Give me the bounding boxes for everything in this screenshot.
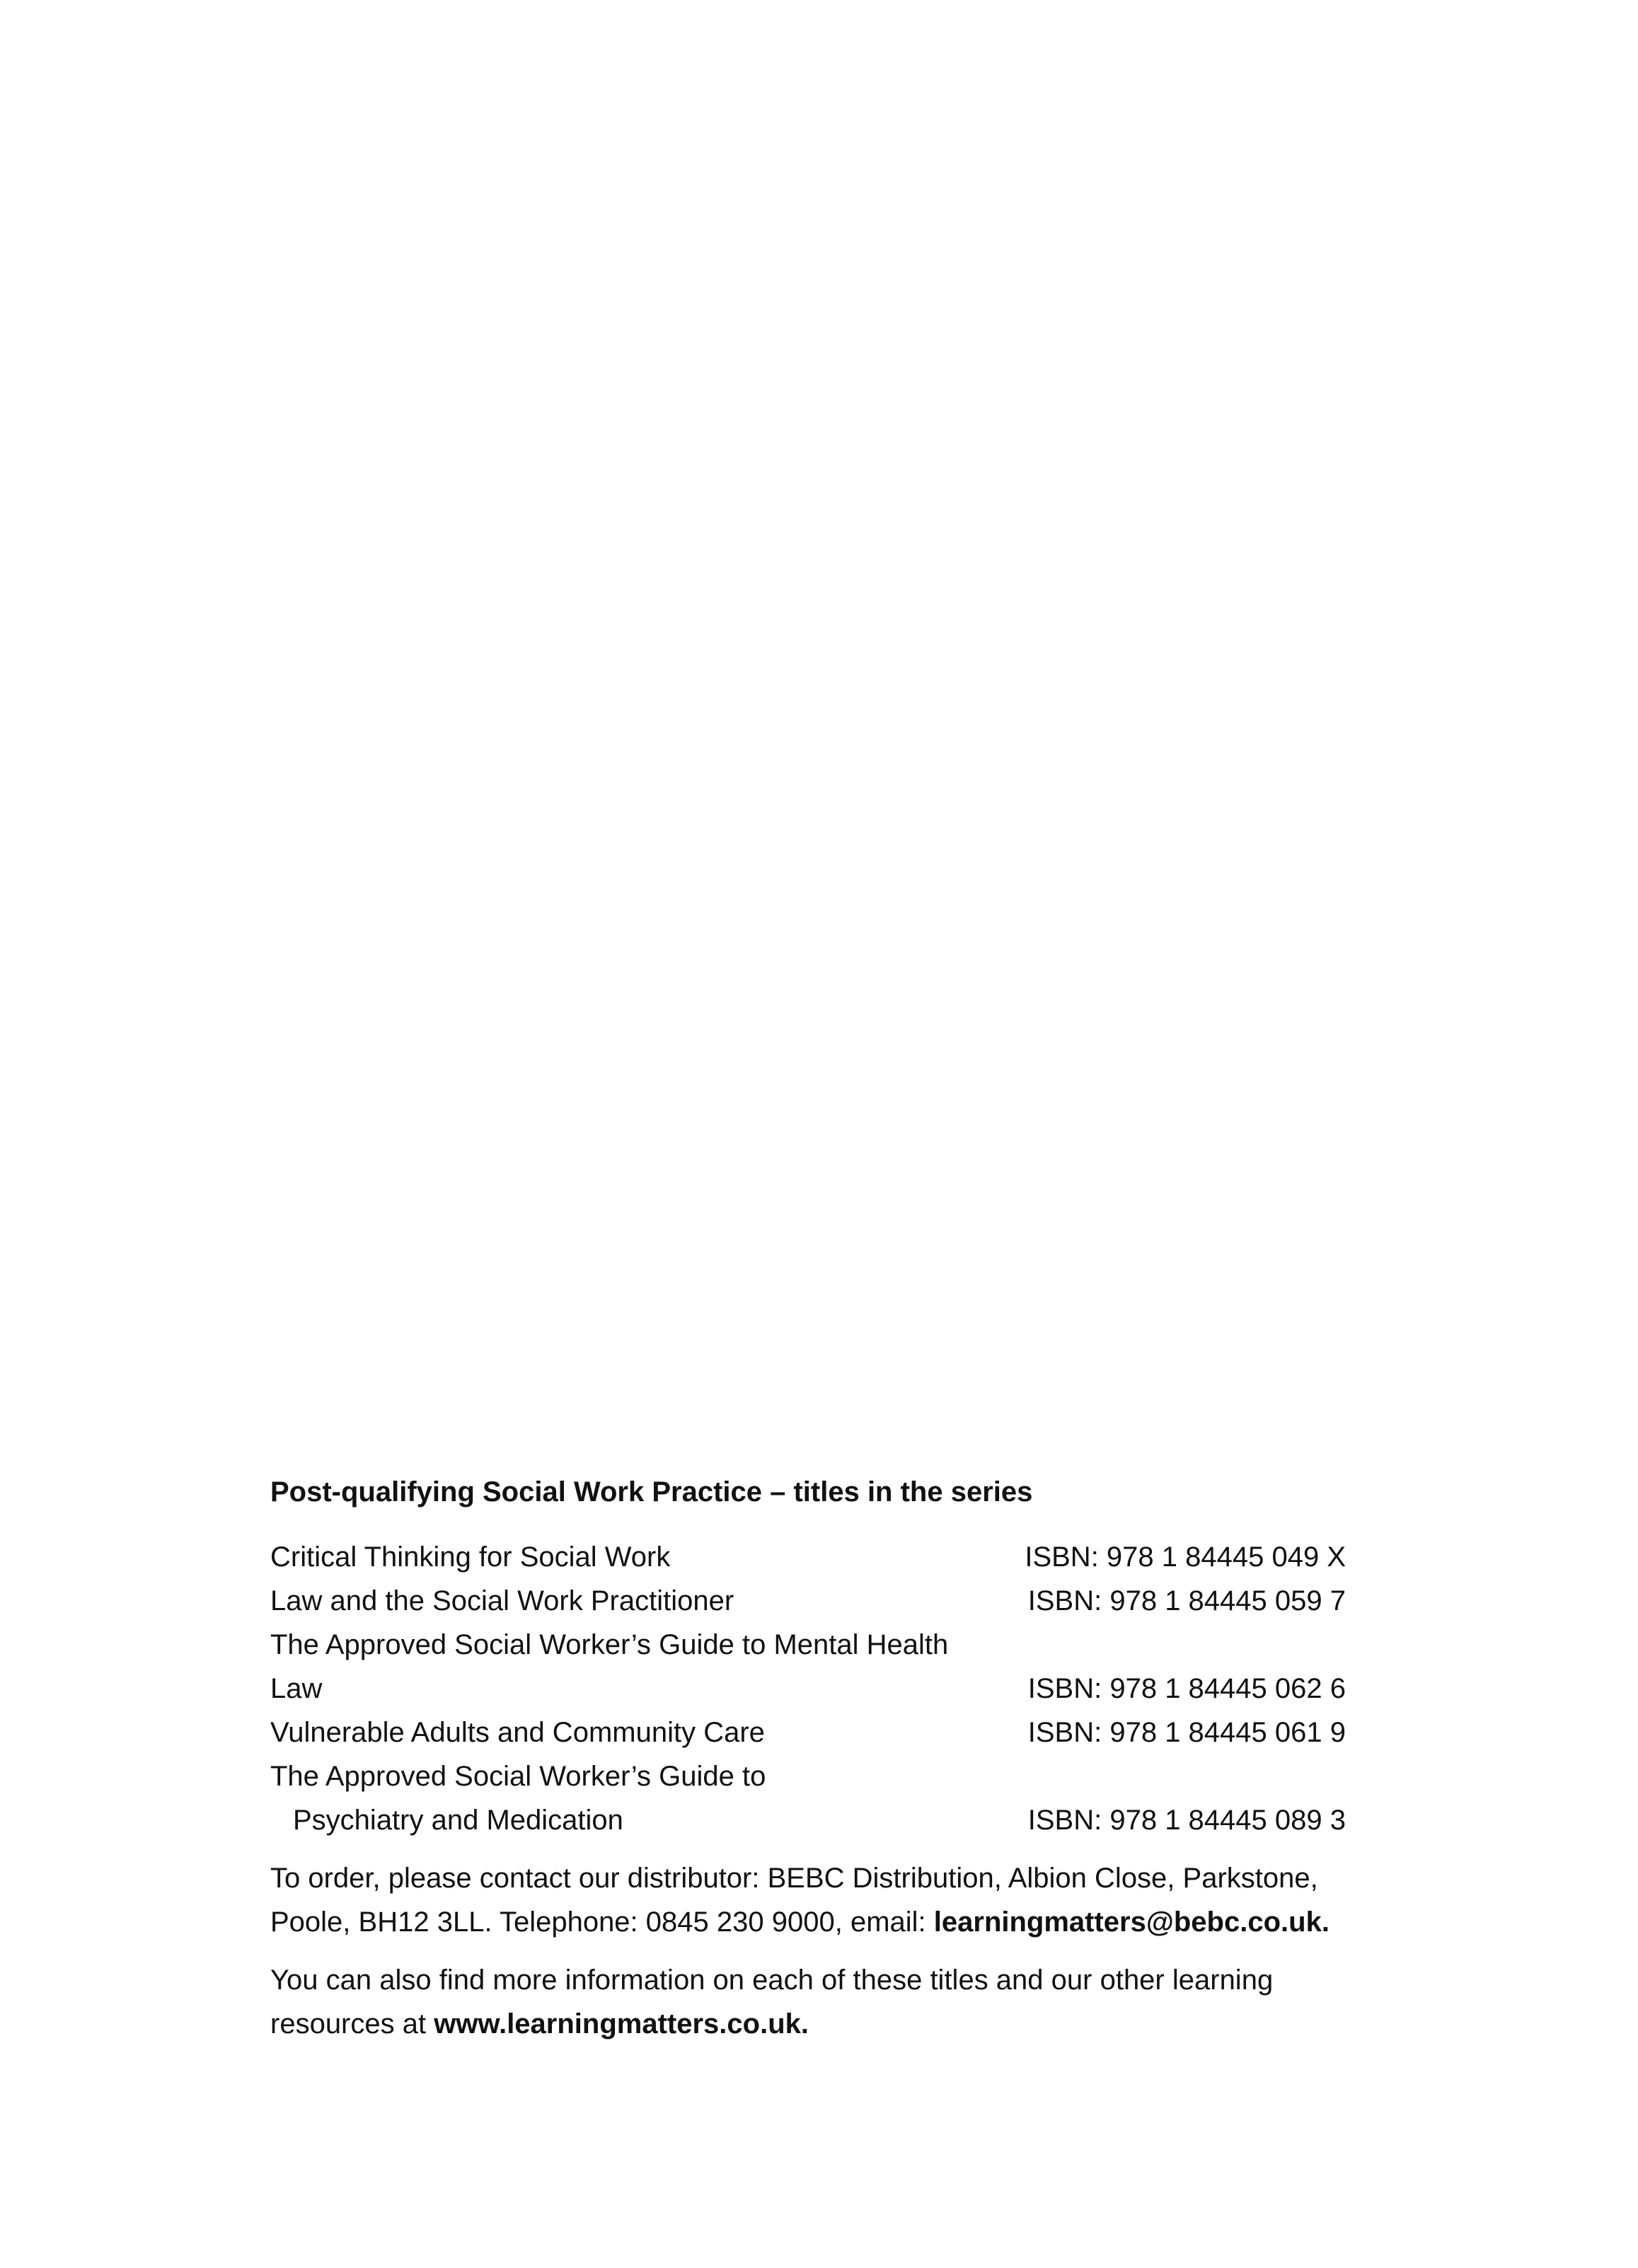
book-title-line1: The Approved Social Worker’s Guide to [270,1761,766,1792]
order-text: To order, please contact our distributor: BEBC Distribution, Albion Close, Parkstone, Poole, BH12 3LL. Telephone: 0845 230 9000, email: [270,1863,1318,1938]
info-text: You can also find more information on each of these titles and our other learning resources at [270,1965,1274,2040]
book-title-line1: The Approved Social Worker’s Guide to Mental Health Law [270,1629,949,1704]
list-item [270,1754,1346,1842]
titles-list [270,1535,1346,1842]
book-title [270,1535,996,1579]
book-isbn: ISBN: 978 1 84445 049 X [1025,1541,1346,1573]
book-isbn: ISBN: 978 1 84445 061 9 [1027,1717,1346,1748]
book-title-line2: Psychiatry and Medication [293,1805,623,1836]
list-item [270,1623,1346,1711]
book-title [270,1711,1000,1754]
book-title [270,1579,1000,1623]
book-title-line1: Vulnerable Adults and Community Care [270,1717,765,1748]
order-paragraph [270,1856,1346,1944]
info-paragraph [270,1958,1346,2046]
website-link[interactable]: www.learningmatters.co.uk. [434,2008,809,2040]
book-title-line1: Law and the Social Work Practitioner [270,1585,734,1616]
list-item [270,1711,1346,1754]
book-title [270,1623,1000,1711]
book-isbn: ISBN: 978 1 84445 089 3 [1027,1805,1346,1836]
order-email-link[interactable]: learningmatters@bebc.co.uk. [933,1907,1330,1938]
book-isbn: ISBN: 978 1 84445 062 6 [1027,1673,1346,1704]
series-info-block [270,1470,1346,2046]
series-heading: Post-qualifying Social Work Practice – titles in the series [270,1476,1033,1508]
book-title-line1: Critical Thinking for Social Work [270,1541,671,1573]
list-item [270,1579,1346,1623]
list-item [270,1535,1346,1579]
book-title [270,1754,1000,1842]
book-isbn: ISBN: 978 1 84445 059 7 [1027,1585,1346,1616]
